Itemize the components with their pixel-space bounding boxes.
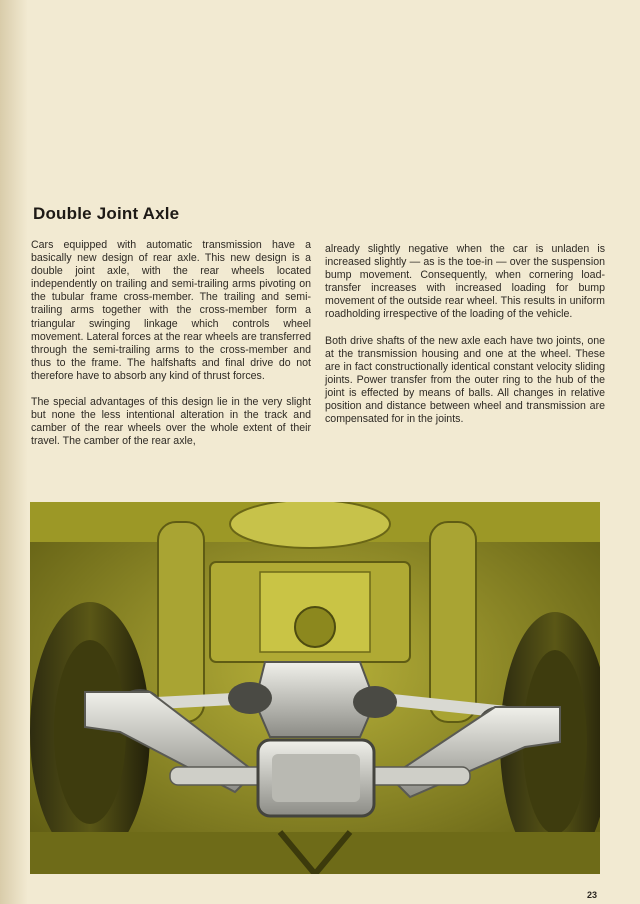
rear-axle-underside-photo-icon	[30, 502, 600, 874]
page-number: 23	[587, 890, 598, 900]
paragraph: already slightly negative when the car is unladen is increased slightly — as is the toe-in — over the suspension bump movement. Consequently, when cornering load-transfer increases with increased loading for bump movement of the outside rear wheel. This results in uniform roadholding irrespective of the loading of the vehicle.	[325, 243, 605, 321]
paragraph: The special advantages of this design lie in the very slight but none the less intentional alteration in the track and camber of the rear wheels over the whole extent of their travel. The camber of the rear axle,	[31, 396, 311, 448]
page-gutter-shadow	[0, 0, 28, 904]
page-title: Double Joint Axle	[33, 204, 180, 223]
text-column-right	[325, 243, 605, 439]
text-column-left	[31, 239, 311, 461]
paragraph: Both drive shafts of the new axle each have two joints, one at the transmission housing and one at the wheel. These are in fact constructionally identical constant velocity sliding joints. Power transfer from the outer ring to the hub of the joint is effected by means of balls. All changes in relative position and distance between wheel and transmission are compensated for in the joints.	[325, 334, 605, 426]
rear-axle-photo	[30, 502, 600, 874]
paragraph: Cars equipped with automatic transmission have a basically new design of rear axle. This new design is a double joint axle, with the rear wheels located independently on trailing and semi-trailing arms pivoting on the tubular frame cross-member. The trailing and semi-trailing arms together with the cross-member form a triangular swinging linkage which controls wheel movement. Lateral forces at the rear wheels are transferred through the semi-trailing arms to the cross-member and thus to the frame. The halfshafts and final drive do not therefore have to absorb any kind of thrust forces.	[31, 239, 311, 382]
